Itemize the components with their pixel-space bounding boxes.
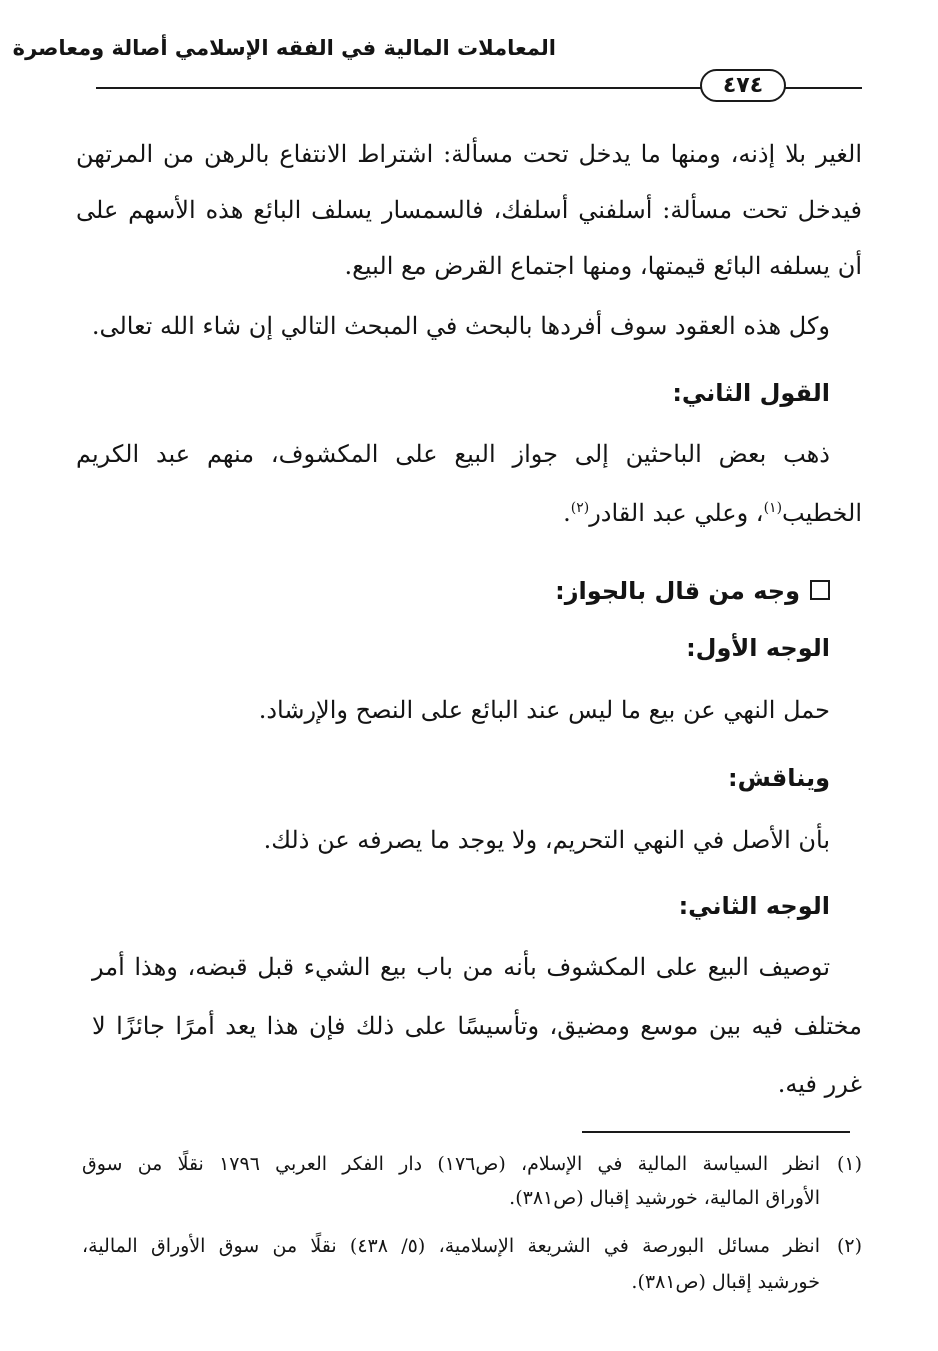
paragraph-line: وكل هذه العقود سوف أفردها بالبحث في المبحث التالي إن شاء الله تعالى.: [91, 312, 830, 340]
heading-text: وجه من قال بالجواز:: [555, 577, 800, 605]
footnote-line: خورشيد إقبال (ص٣٨١).: [631, 1271, 820, 1293]
paragraph-line: فيدخل تحت مسألة: أسلفني أسلفك، فالسمسار يسلف البائع هذه الأسهم على: [76, 196, 862, 224]
subsection-heading: الوجه الثاني:: [678, 892, 830, 920]
paragraph-line: توصيف البيع على المكشوف بأنه من باب بيع الشيء قبل قبضه، وهذا أمر: [92, 953, 830, 981]
paragraph-line: حمل النهي عن بيع ما ليس عند البائع على النصح والإرشاد.: [258, 696, 830, 724]
paragraph-line: مختلف فيه بين موسع ومضيق، وتأسيسًا على ذلك فإن هذا يعد أمرًا جائزًا لا: [92, 1012, 862, 1040]
page-number: ٤٧٤: [700, 69, 786, 102]
running-title: المعاملات المالية في الفقه الإسلامي أصالة ومعاصرة: [12, 36, 556, 60]
section-heading: القول الثاني:: [672, 379, 830, 407]
footnote-line: الأوراق المالية، خورشيد إقبال (ص٣٨١).: [509, 1187, 820, 1209]
paragraph-line: [563, 497, 862, 529]
section-heading: [555, 575, 830, 607]
text-run: ، وعلي عبد القادر: [589, 499, 764, 527]
paragraph-line: ذهب بعض الباحثين إلى جواز البيع على المكشوف، منهم عبد الكريم: [76, 440, 830, 468]
author-name: الخطيب: [782, 499, 862, 527]
paragraph-line: الغير بلا إذنه، ومنها ما يدخل تحت مسألة: اشتراط الانتفاع بالرهن من المرتهن: [76, 140, 862, 168]
paragraph-line: بأن الأصل في النهي التحريم، ولا يوجد ما يصرفه عن ذلك.: [263, 826, 830, 854]
footnote-ref: (٢): [570, 500, 590, 516]
subsection-heading: ويناقش:: [728, 764, 830, 792]
footnote-marker: (١): [836, 1153, 862, 1175]
footnote-line: انظر مسائل البورصة في الشريعة الإسلامية، (٥/ ٤٣٨) نقلًا من سوق الأوراق المالية،: [82, 1235, 820, 1257]
paragraph-line: غرر فيه.: [777, 1070, 862, 1098]
footnote-ref: (١): [763, 500, 783, 516]
footnote-line: انظر السياسة المالية في الإسلام، (ص١٧٦) دار الفكر العربي ١٧٩٦ نقلًا من سوق: [82, 1153, 820, 1175]
subsection-heading: الوجه الأول:: [686, 634, 830, 662]
footnote-rule: [582, 1131, 850, 1133]
footnote-marker: (٢): [836, 1235, 862, 1257]
paragraph-line: أن يسلفه البائع قيمتها، ومنها اجتماع القرض مع البيع.: [344, 252, 862, 280]
checkbox-square-icon: [810, 580, 830, 600]
text-run: .: [563, 499, 571, 527]
